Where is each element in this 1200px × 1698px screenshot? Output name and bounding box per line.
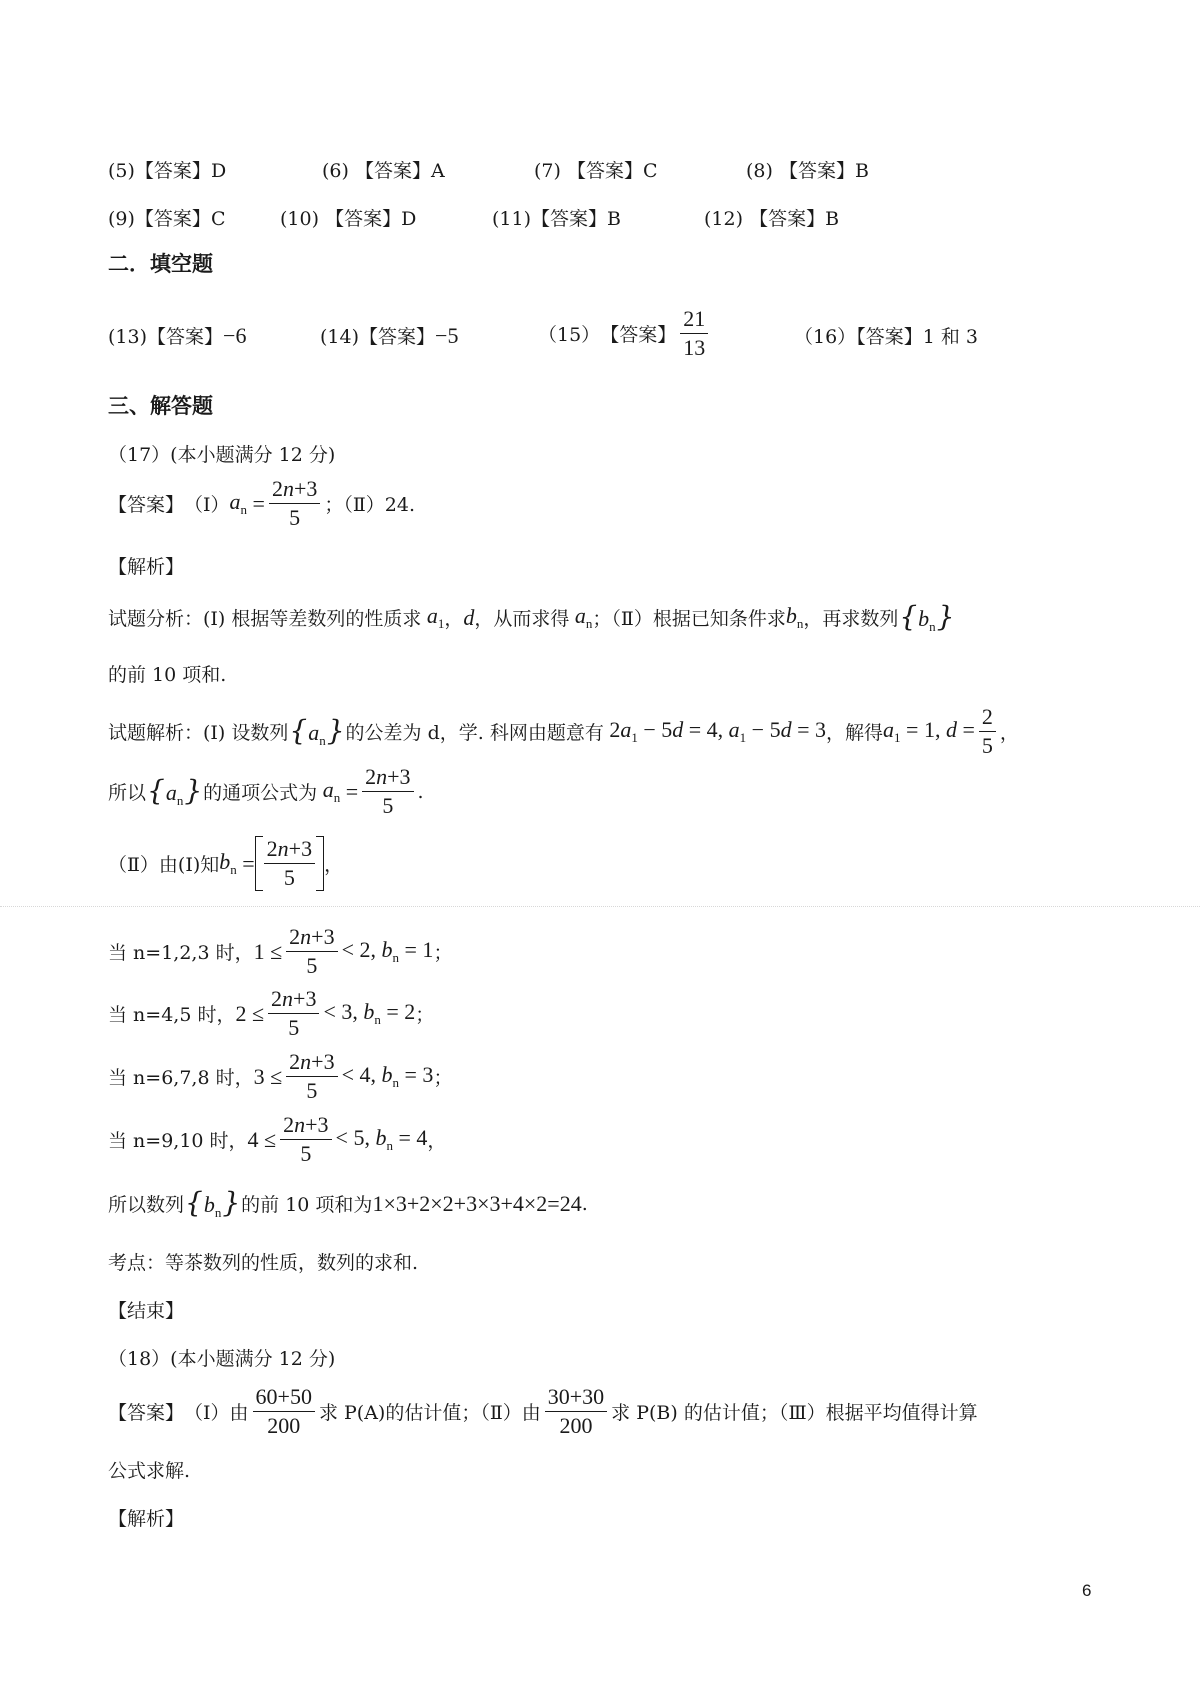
q18-answer: 【答案】 （Ⅰ）由 $\frac{60+50}{200}$ 求 P(A)的估计值；（Ⅱ）由 $\frac{30+30}{200}$ 求 P(B) 的估计值；（Ⅲ）根据平均值得计算: [108, 1384, 978, 1438]
q17-analysis-line-1: 试题分析：(Ⅰ) 根据等差数列的性质求 $a_1$ ， d ，从而求得 $a_n$ ；（Ⅱ）根据已知条件求 $b_n$ ，再求数列 $\{b_n\}$: [108, 600, 955, 634]
page-number: 6: [1082, 1581, 1092, 1600]
fraction-an-2: $\frac{2n+3}{5}$: [362, 764, 413, 819]
q17-case-2: 当 n=4,5 时， 2 ≤ $\frac{2n+3}{5}$ < 3, $b_n = 2$ ；: [108, 986, 435, 1040]
q17-header: （17）(本小题满分 12 分): [108, 444, 336, 466]
section-title-fill-in: 二．填空题: [108, 252, 213, 276]
answer-7: (7) 【答案】C: [534, 160, 658, 182]
fraction-pb: $\frac{30+30}{200}$: [545, 1384, 607, 1439]
q17-case-1: 当 n=1,2,3 时， 1 ≤ $\frac{2n+3}{5}$ < 2, $b_n = 1$ ；: [108, 924, 453, 978]
floor-bracket: $\frac{2n+3}{5}$: [255, 836, 324, 891]
q17-case-4: 当 n=9,10 时， 4 ≤ $\frac{2n+3}{5}$ < 5, $b_n = 4$ ，: [108, 1112, 447, 1166]
answer-13: (13)【答案】−6: [108, 323, 247, 348]
q17-answer: 【答案】 （Ⅰ） $a_n$ = $\frac{2n+3}{5}$ ；（Ⅱ）24.: [108, 476, 416, 530]
q17-analysis-label: 【解析】: [108, 556, 185, 578]
q17-solution-line-2: 所以 $\{a_n\}$ 的通项公式为 $a_n$ = $\frac{2n+3}{5}$ .: [108, 764, 424, 818]
answer-16: （16）【答案】1 和 3: [794, 326, 978, 348]
fraction-an: $\frac{2n+3}{5}$: [269, 476, 320, 531]
answer-12: (12) 【答案】B: [704, 208, 840, 230]
q17-part2: （Ⅱ）由(Ⅰ)知 $b_n$ = $\frac{2n+3}{5}$ ，: [108, 836, 344, 890]
answer-15: （15） 【答案】 $\frac{21}{13}$: [538, 306, 712, 361]
answer-8: (8) 【答案】B: [746, 160, 869, 182]
answer-14: (14)【答案】−5: [320, 323, 459, 348]
fraction-pa: $\frac{60+50}{200}$: [253, 1384, 315, 1439]
answer-9: (9)【答案】C: [108, 208, 226, 230]
section-title-solutions: 三、解答题: [108, 394, 213, 418]
fraction-d: $\frac{2}{5}$: [979, 704, 996, 759]
answer-11: (11)【答案】B: [492, 208, 621, 230]
q17-sum: 所以数列 $\{b_n\}$ 的前 10 项和为 1×3+2×2+3×3+4×2=24 .: [108, 1186, 588, 1220]
q18-header: （18）(本小题满分 12 分): [108, 1348, 336, 1370]
answer-10: (10) 【答案】D: [280, 208, 417, 230]
answer-6: (6) 【答案】A: [322, 160, 445, 182]
page-divider: [0, 906, 1200, 907]
q17-solution-line-1: 试题解析：(Ⅰ) 设数列 $\{a_n\}$ 的公差为 d，学. 科网由题意有 $2a_1 - 5d = 4$, $a_1 - 5d = 3$ ，解得 $a_1 = 1$, d = $\frac{2}{5}$ ，: [108, 704, 1019, 758]
answer-5: (5)【答案】D: [108, 160, 227, 182]
q18-answer-line-2: 公式求解.: [108, 1460, 191, 1482]
q17-case-3: 当 n=6,7,8 时， 3 ≤ $\frac{2n+3}{5}$ < 4, $b_n = 3$ ；: [108, 1049, 453, 1103]
fill-answers-row: [108, 306, 1058, 372]
q18-analysis-label: 【解析】: [108, 1508, 185, 1530]
q17-analysis-line-2: 的前 10 项和.: [108, 664, 227, 686]
q17-kaodian: 考点：等茶数列的性质，数列的求和.: [108, 1252, 419, 1274]
fraction-21-13: $\frac{21}{13}$: [680, 306, 708, 361]
q17-end-label: 【结束】: [108, 1300, 185, 1322]
